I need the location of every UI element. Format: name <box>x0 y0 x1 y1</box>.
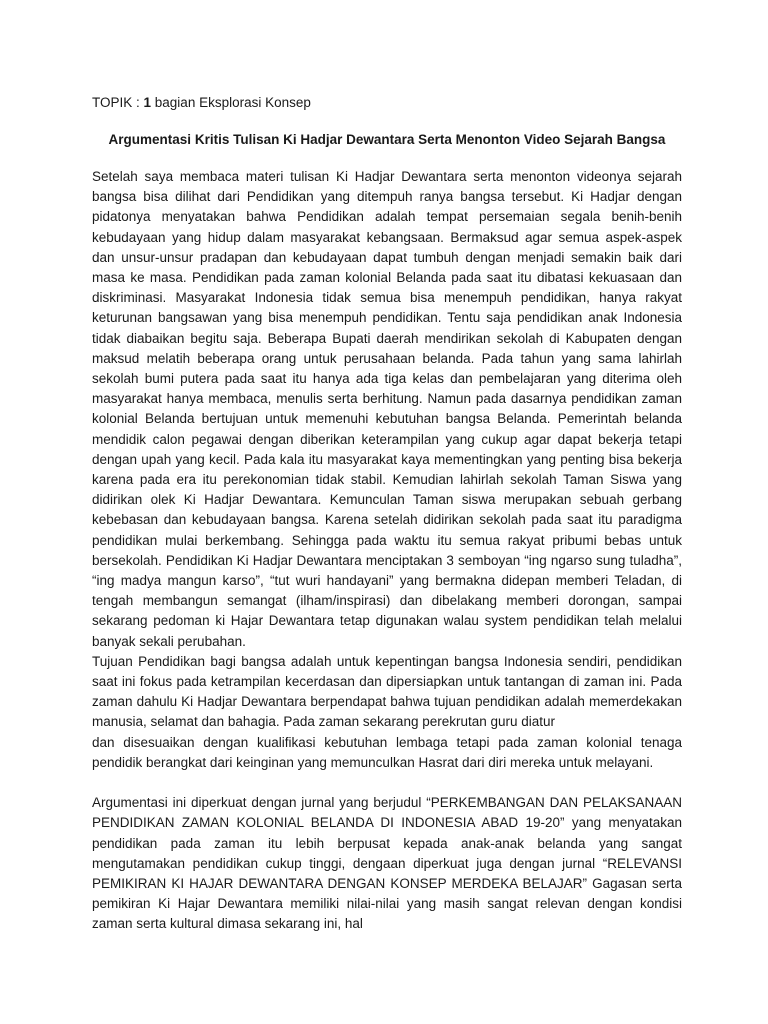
document-heading: Argumentasi Kritis Tulisan Ki Hadjar Dewantara Serta Menonton Video Sejarah Bangsa <box>108 132 666 147</box>
topic-prefix: TOPIK : <box>92 95 144 110</box>
topic-line <box>92 94 682 112</box>
paragraph-3: dan disesuaikan dengan kualifikasi kebutuhan lembaga tetapi pada zaman kolonial tenaga pendidik berangkat dari keinginan yang memunculkan Hasrat dari diri mereka untuk melayani. <box>92 734 682 770</box>
paragraph-2: Tujuan Pendidikan bagi bangsa adalah untuk kepentingan bangsa Indonesia sendiri, pendidikan saat ini fokus pada ketrampilan kecerdasan dan dipersiapkan untuk tantangan di zaman ini. Pada zaman dahulu Ki Hadjar Dewantara berpendapat bahwa tujuan pendidikan adalah memerdekakan manusia, selamat dan bahagia. Pada zaman sekarang perekrutan guru diatur <box>92 653 682 730</box>
document-page <box>92 94 682 935</box>
topic-number: 1 <box>143 95 152 110</box>
paragraph-4: Argumentasi ini diperkuat dengan jurnal yang berjudul “PERKEMBANGAN DAN PELAKSANAAN PENDIDIKAN ZAMAN KOLONIAL BELANDA DI INDONESIA ABAD 19-20” yang menyatakan pendidikan pada zaman itu lebih berpusat kepada anak-anak belanda yang sangat mengutamakan pendidikan cukup tinggi, dengaan diperkuat juga dengan jurnal “RELEVANSI PEMIKIRAN KI HAJAR DEWANTARA DENGAN KONSEP MERDEKA BELAJAR” Gagasan serta pemikiran Ki Hajar Dewantara memiliki nilai-nilai yang masih sangat relevan dengan kondisi zaman serta kultural dimasa sekarang ini, hal <box>92 795 682 932</box>
paragraph-1: Setelah saya membaca materi tulisan Ki Hadjar Dewantara serta menonton videonya sejarah bangsa bisa dilihat dari Pendidikan yang ditempuh ranya bangsa tersebut. Ki Hadjar dengan pidatonya menyatakan bahwa Pendidikan adalah tempat persemaian segala benih-benih kebudayaan yang hidup dalam masyarakat kebangsaan. Bermaksud agar semua aspek-aspek dan unsur-unsur pradapan dan kebudayaan dapat tumbuh dengan menjadi semakin baik dari masa ke masa. Pendidikan pada zaman kolonial Belanda pada saat itu dibatasi kekuasaan dan diskriminasi. Masyarakat Indonesia tidak semua bisa menempuh pendidikan, hanya rakyat keturunan bangsawan yang bisa menempuh pendidikan. Tentu saja pendidikan anak Indonesia tidak diabaikan begitu saja. Beberapa Bupati daerah mendirikan sekolah di Kabupaten dengan maksud melatih beberapa orang untuk perusahaan belanda. Pada tahun yang sama lahirlah sekolah bumi putera pada saat itu hanya ada tiga kelas dan pembelajaran yang diterima oleh masyarakat hanya membaca, menulis serta berhitung. Namun pada dasarnya pendidikan zaman kolonial Belanda bertujuan untuk memenuhi kebutuhan bangsa Belanda. Pemerintah belanda mendidik calon pegawai dengan diberikan keterampilan yang cukup agar dapat bekerja tetapi dengan upah yang kecil. Pada kala itu masyarakat kaya mementingkan yang penting bisa bekerja karena pada era itu perekonomian tidak stabil. Kemudian lahirlah sekolah Taman Siswa yang didirikan olek Ki Hadjar Dewantara. Kemunculan Taman siswa merupakan sebuah gerbang kebebasan dan kebudayaan bangsa. Karena setelah didirikan sekolah pada saat itu paradigma pendidikan mulai berkembang. Sehingga pada waktu itu semua rakyat pribumi bebas untuk bersekolah. Pendidikan Ki Hadjar Dewantara menciptakan 3 semboyan “ing ngarso sung tuladha”, “ing madya mangun karso”, “tut wuri handayani” yang bermakna didepan memberi Teladan, di tengah membangun semangat (ilham/inspirasi) dan dibelakang memberi dorongan, sampai sekarang pedoman ki Hajar Dewantara tetap digunakan walau system pendidikan telah melalui banyak sekali perubahan. <box>92 169 682 649</box>
topic-suffix: bagian Eksplorasi Konsep <box>151 95 311 110</box>
